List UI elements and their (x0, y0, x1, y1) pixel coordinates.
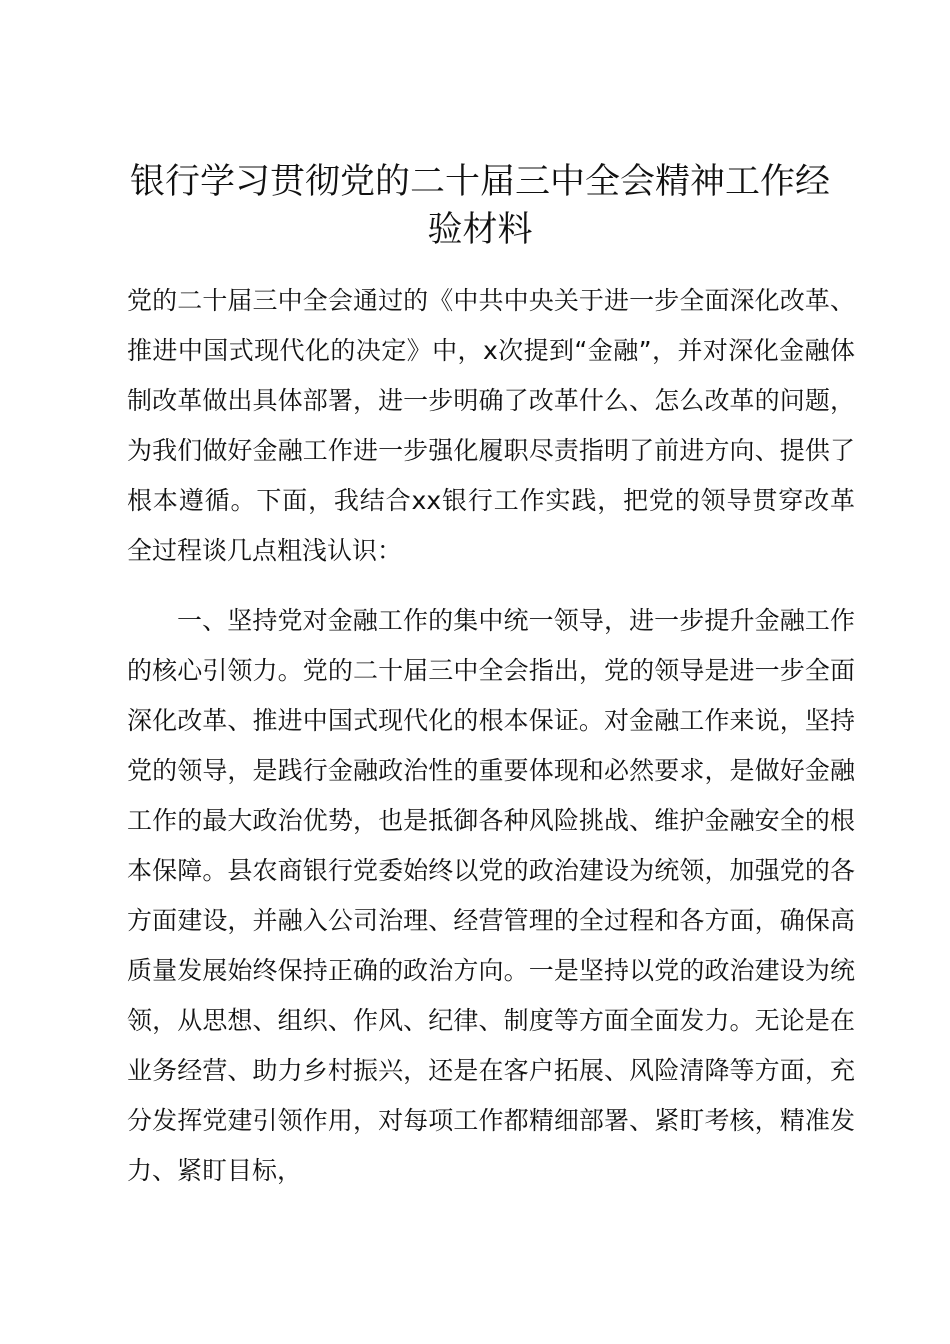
document-title (120, 158, 840, 254)
section-one-paragraph: 一、坚持党对金融工作的集中统一领导，进一步提升金融工作的核心引领力。党的二十届三中全会指出，党的领导是进一步全面深化改革、推进中国式现代化的根本保证。对金融工作来说，坚持党的领导，是践行金融政治性的重要体现和必然要求，是做好金融工作的最大政治优势，也是抵御各种风险挑战、维护金融安全的根本保障。县农商银行党委始终以党的政治建设为统领，加强党的各方面建设，并融入公司治理、经营管理的全过程和各方面，确保高质量发展始终保持正确的政治方向。一是坚持以党的政治建设为统领，从思想、组织、作风、纪律、制度等方面全面发力。无论是在业务经营、助力乡村振兴，还是在客户拓展、风险清降等方面，充分发挥党建引领作用，对每项工作都精细部署、紧盯考核，精准发力、紧盯目标， (127, 606, 855, 1185)
title-line-1: 银行学习贯彻党的二十届三中全会精神工作经 (129, 162, 830, 202)
title-line-2: 验材料 (427, 210, 533, 250)
intro-paragraph: 党的二十届三中全会通过的《中共中央关于进一步全面深化改革、推进中国式现代化的决定》中，x次提到“金融”，并对深化金融体制改革做出具体部署，进一步明确了改革什么、怎么改革的问题，为我们做好金融工作进一步强化履职尽责指明了前进方向、提供了根本遵循。下面，我结合xx银行工作实践，把党的领导贯穿改革全过程谈几点粗浅认识： (127, 286, 855, 565)
document-body (127, 276, 855, 1196)
